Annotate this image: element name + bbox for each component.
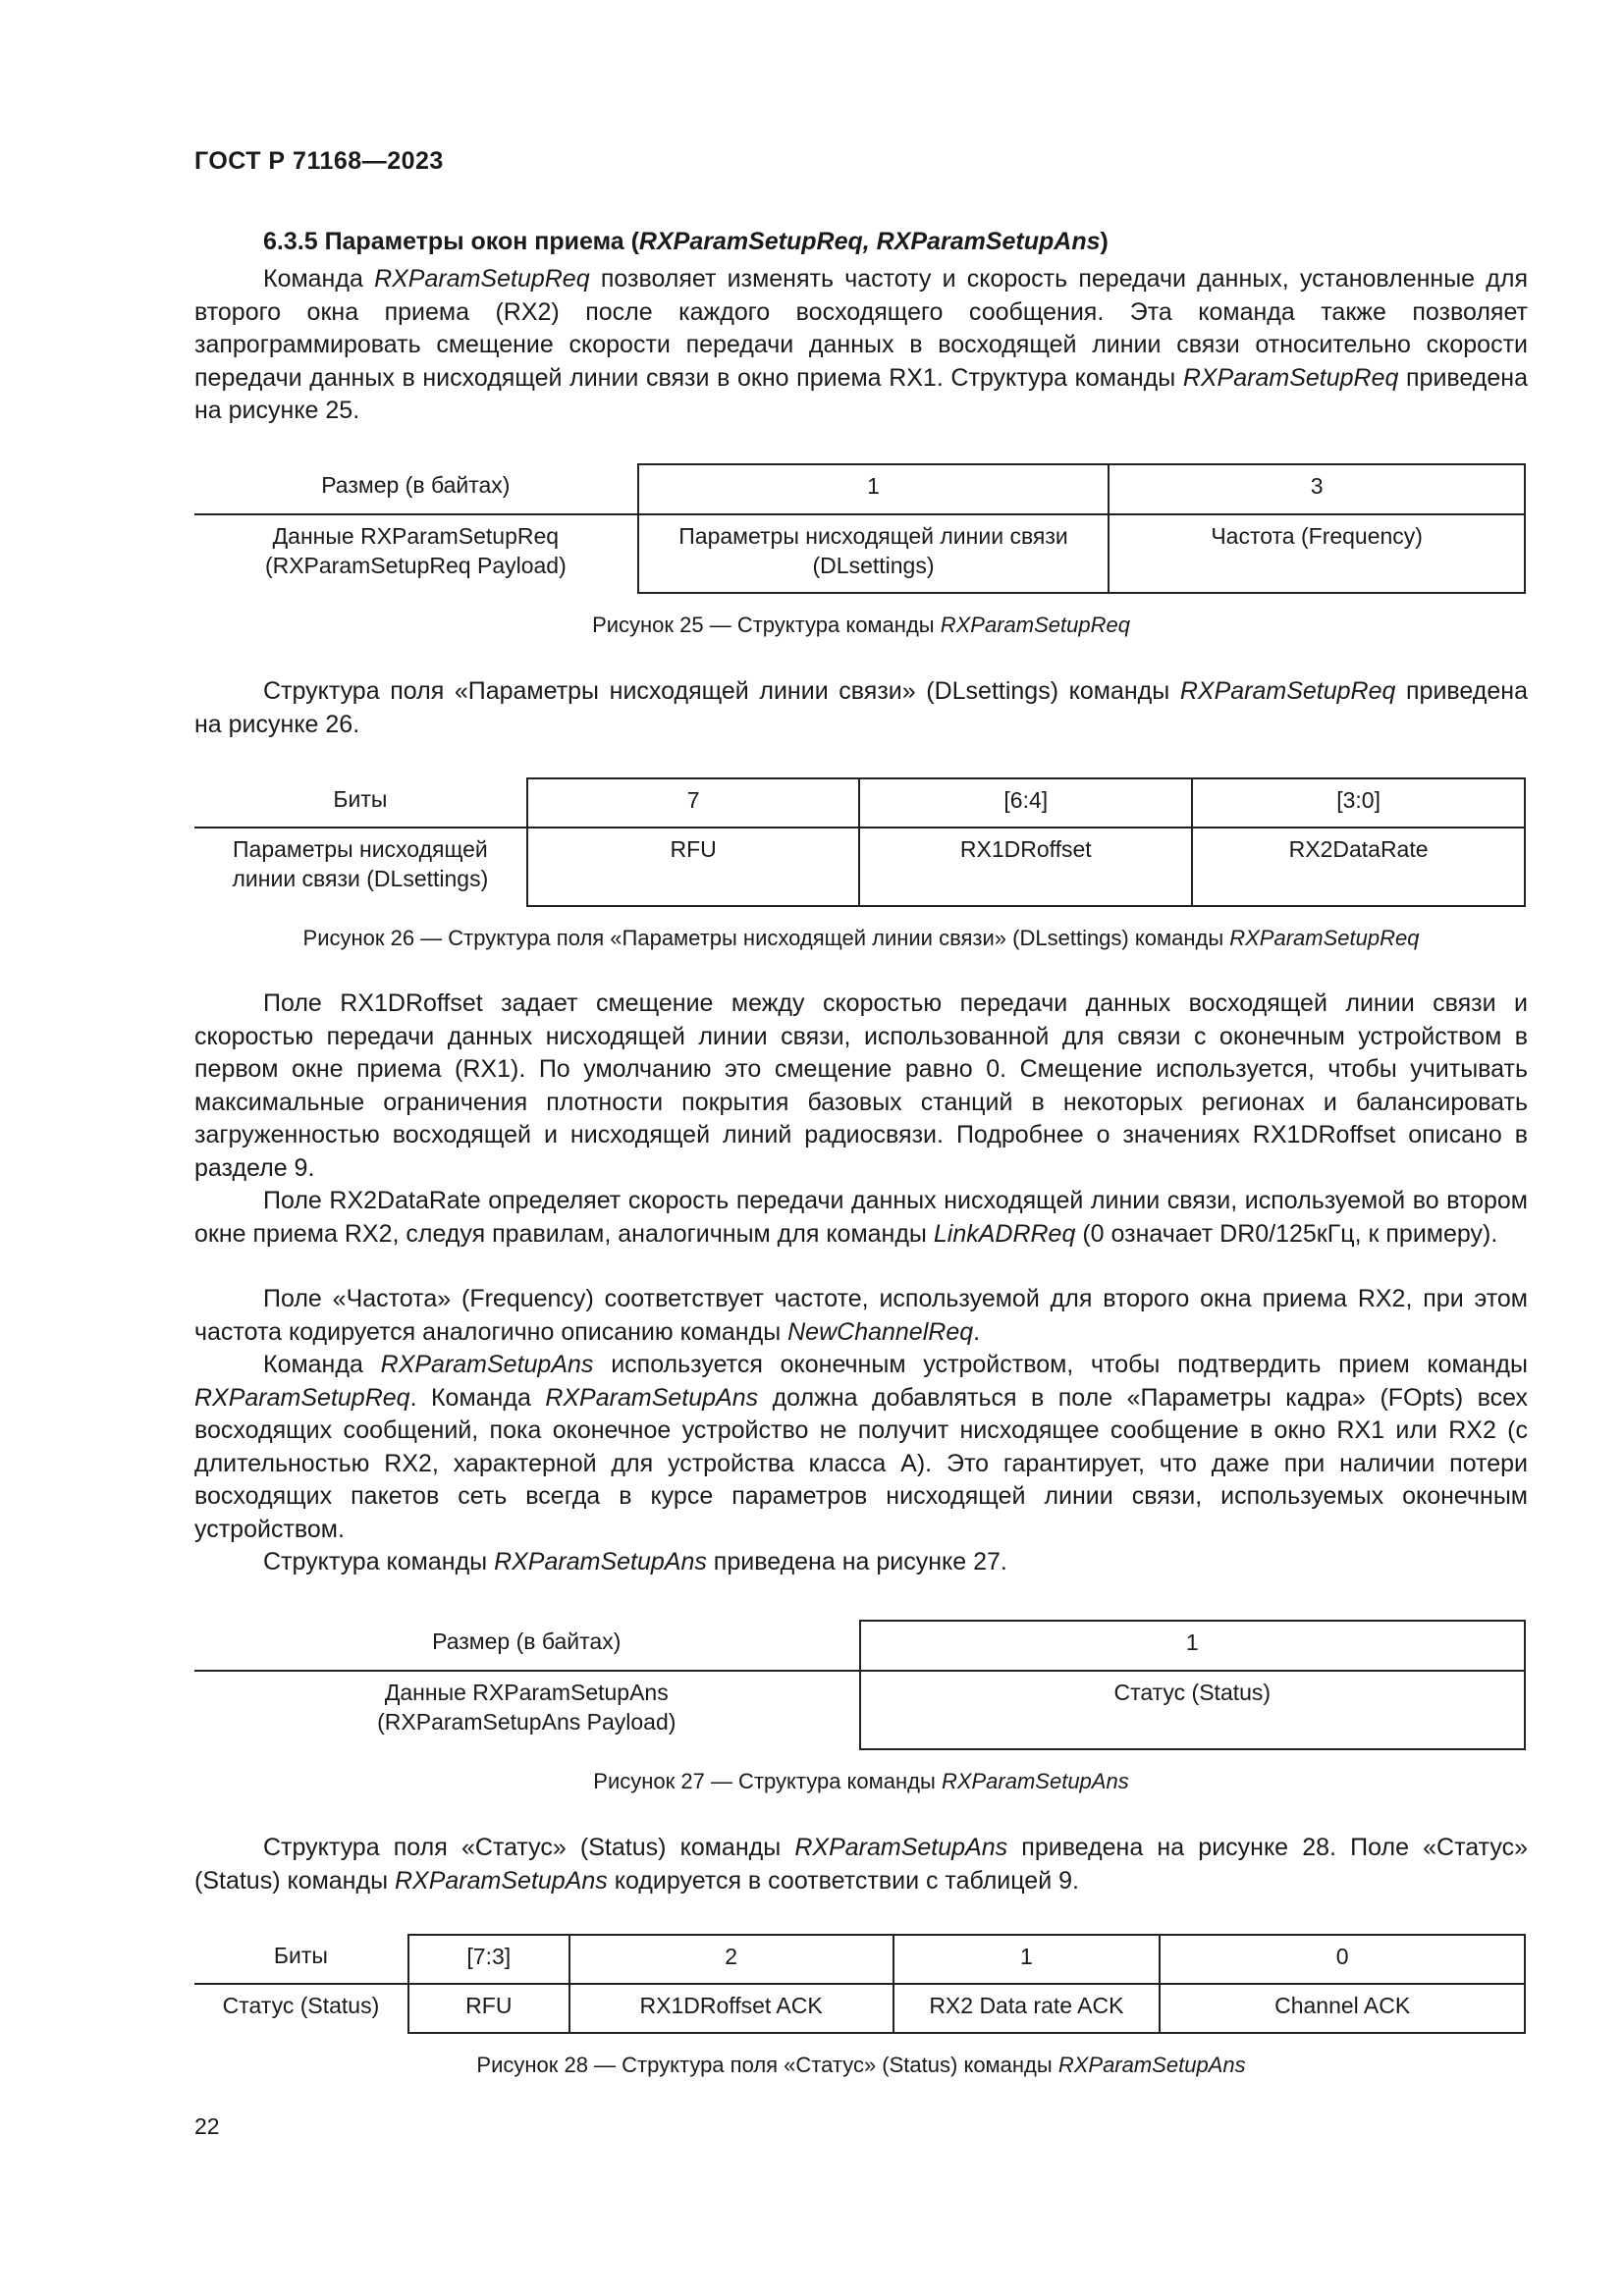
table-cell: [3:0] [1192, 778, 1525, 828]
table-cell: Статус (Status) [222, 1993, 380, 2018]
section-number: 6.3.5 [263, 228, 318, 255]
figure-28-caption: Рисунок 28 — Структура поля «Статус» (Status) команды RXParamSetupAns [476, 2053, 1246, 2077]
table-cell: Параметры нисходящей линии связи (DLsettings) [232, 836, 489, 891]
table-cell: 3 [1109, 464, 1525, 514]
table-cell: [7:3] [408, 1935, 569, 1984]
table-row [194, 1935, 1525, 1984]
table-row [194, 778, 1525, 828]
table-cell: Размер (в байтах) [194, 1621, 860, 1671]
section-title-commands: RXParamSetupReq, RXParamSetupAns [638, 228, 1101, 255]
table-cell: Channel ACK [1160, 1984, 1525, 2033]
paragraph-5: Поле «Частота» (Frequency) соответствует частоте, используемой для второго окна приема RX2, при этом частота кодируется аналогично описанию команды NewChannelReq. [194, 1285, 1528, 1346]
figure-27-caption: Рисунок 27 — Структура команды RXParamSetupAns [593, 1769, 1129, 1793]
paragraph-3: Поле RX1DRoffset задает смещение между скоростью передачи данных восходящей линии связи и скоростью передачи данных нисходящей линии связи, использованной для связи с оконечным устройством в первом окне приема (RX1). По умолчанию это смещение равно 0. Смещение используется, чтобы учитывать максимальные ограничения плотности покрытия базовых станций в некоторых регионах и балансировать загруженностью восходящей и нисходящей линий радиосвязи. Подробнее о значениях RX1DRoffset описано в разделе 9. [194, 989, 1528, 1182]
table-cell: [6:4] [859, 778, 1192, 828]
table-cell: 2 [569, 1935, 893, 1984]
paragraph-7: Структура команды RXParamSetupAns приведена на рисунке 27. [263, 1548, 1007, 1575]
figure-25-caption: Рисунок 25 — Структура команды RXParamSetupReq [592, 613, 1130, 637]
table-cell: 1 [860, 1621, 1525, 1671]
section-heading [263, 228, 1109, 256]
table-row [194, 828, 1525, 906]
figure-27-table [194, 1620, 1526, 1750]
paragraph-6: Команда RXParamSetupAns используется оконечным устройством, чтобы подтвердить прием команды RXParamSetupReq. Команда RXParamSetupAns должна добавляться в поле «Параметры кадра» (FOpts) всех восходящих сообщений, пока оконечное устройство не получит нисходящее сообщение в окно RX1 или RX2 (с длительностью RX2, характерной для устройства класса A). Это гарантирует, что даже при наличии потери восходящих пакетов сеть всегда в курсе параметров нисходящей линии связи, используемых оконечным устройством. [194, 1351, 1528, 1543]
paragraph-8: Структура поля «Статус» (Status) команды RXParamSetupAns приведена на рисунке 28. Поле «Статус» (Status) команды RXParamSetupAns кодируется в соответствии с таблицей 9. [194, 1834, 1528, 1895]
table-cell: 1 [638, 464, 1110, 514]
table-cell: Параметры нисходящей линии связи (DLsettings) [638, 514, 1110, 593]
document-header: ГОСТ Р 71168—2023 [194, 147, 444, 175]
section-title-close: ) [1100, 228, 1109, 255]
table-row [194, 1621, 1525, 1671]
table-cell: RFU [527, 828, 860, 906]
table-cell: Частота (Frequency) [1109, 514, 1525, 593]
figure-25-table [194, 463, 1526, 594]
paragraph-1: Команда RXParamSetupReq позволяет изменять частоту и скорость передачи данных, установленные для второго окна приема (RX2) после каждого восходящего сообщения. Эта команда также позволяет запрограммировать смещение скорости передачи данных в восходящей линии связи относительно скорости передачи данных в нисходящей линии связи в окно приема RX1. Структура команды RXParamSetupReq приведена на рисунке 25. [194, 265, 1528, 424]
figure-26-caption: Рисунок 26 — Структура поля «Параметры нисходящей линии связи» (DLsettings) команды RXParamSetupReq [302, 926, 1420, 950]
paragraph-4: Поле RX2DataRate определяет скорость передачи данных нисходящей линии связи, используемой во втором окне приема RX2, следуя правилам, аналогичным для команды LinkADRReq (0 означает DR0/125кГц, к примеру). [194, 1187, 1528, 1248]
table-cell: 0 [1160, 1935, 1525, 1984]
table-cell: RX2DataRate [1192, 828, 1525, 906]
table-cell: RFU [408, 1984, 569, 2033]
figure-28-table [194, 1934, 1526, 2034]
paragraph-2: Структура поля «Параметры нисходящей линии связи» (DLsettings) команды RXParamSetupReq приведена на рисунке 26. [194, 677, 1528, 738]
table-cell: Размер (в байтах) [194, 464, 638, 514]
table-cell: Биты [194, 778, 527, 828]
table-row [194, 514, 1525, 593]
table-row [194, 464, 1525, 514]
table-cell: Биты [194, 1935, 408, 1984]
table-cell: RX2 Data rate ACK [893, 1984, 1161, 2033]
table-row [194, 1984, 1525, 2033]
table-cell: Данные RXParamSetupAns (RXParamSetupAns Payload) [377, 1680, 677, 1735]
section-title-text: Параметры окон приема ( [324, 228, 639, 255]
table-cell: RX1DRoffset [859, 828, 1192, 906]
table-cell: Данные RXParamSetupReq (RXParamSetupReq Payload) [264, 523, 567, 578]
table-cell: Статус (Status) [860, 1671, 1525, 1749]
table-cell: 1 [893, 1935, 1161, 1984]
page-number: 22 [194, 2113, 220, 2139]
table-cell: 7 [527, 778, 860, 828]
table-row [194, 1671, 1525, 1749]
figure-26-table [194, 777, 1526, 907]
table-cell: RX1DRoffset ACK [569, 1984, 893, 2033]
